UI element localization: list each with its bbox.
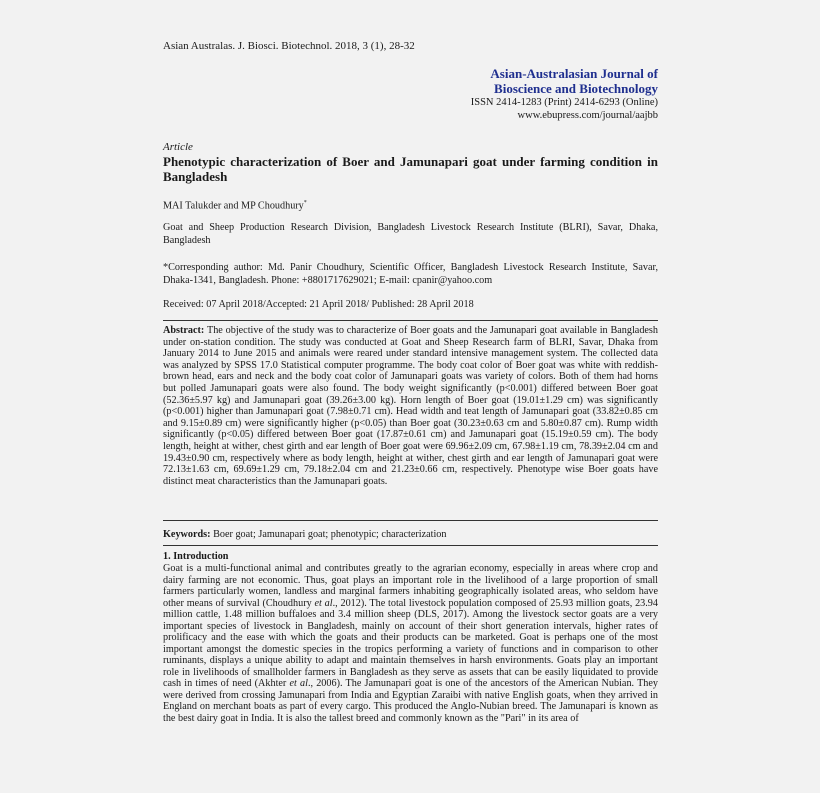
publication-dates: Received: 07 April 2018/Accepted: 21 April 2018/ Published: 28 April 2018 — [163, 299, 474, 310]
corresponding-author-mark: * — [303, 200, 307, 206]
introduction-text — [163, 563, 658, 724]
article-type-label: Article — [163, 141, 193, 153]
keywords — [163, 529, 658, 542]
intro-part-1: Goat is a multi-functional animal and contributes greatly to the agrarian economy, especially in areas where crop and dairy farming are not economic. Thus, goat plays an important role in the livelihood of a large proportion of small farmers particularly women, landless and marginal farmers inhabiting geographically isolated areas, who seldom have other means of survival (Choudhury — [163, 563, 658, 609]
abstract-bottom-rule — [163, 520, 658, 521]
paper-title: Phenotypic characterization of Boer and Jamunapari goat under farming condition in Bangladesh — [163, 154, 658, 184]
journal-citation: Asian Australas. J. Biosci. Biotechnol. 2018, 3 (1), 28-32 — [163, 40, 415, 52]
journal-website[interactable]: www.ebupress.com/journal/aajbb — [517, 110, 658, 121]
keywords-bottom-rule — [163, 545, 658, 546]
keywords-text: Boer goat; Jamunapari goat; phenotypic; characterization — [213, 529, 447, 540]
intro-etal-2: et al — [289, 678, 308, 689]
abstract-text: The objective of the study was to characterize of Boer goats and the Jamunapari goat available in Bangladesh under on-station condition. The study was conducted at Goat and Sheep Research farm of BLRI, Savar, Dhaka from January 2014 to June 2015 and animals were reared under standard intensive management system. The collected data was analyzed by SPSS 17.0 Statistical computer programme. The body coat color of Boer goat was white with reddish-brown head, ears and neck and the body coat color of Jamunapari goats was variety of colors. Both of them had horns but polled Jamunapari goats were also found. The body weight significantly (p<0.001) differed between Boer goat (52.36±5.97 kg) and Jamunapari goat (39.26±3.00 kg). Horn length of Boer goat (19.01±1.29 cm) was significantly (p<0.001) higher than Jamunapari goat (7.98±0.71 cm). Head width and teat length of Jamunapari goat (33.82±0.85 cm and 9.15±0.89 cm) were significantly higher (p<0.05) than Boer goat (30.23±0.63 cm and 5.80±0.87 cm). Rump width significantly (p<0.05) differed between Boer goat (17.87±0.61 cm) and Jamunapari goat (15.19±0.59 cm). The body length, height at wither, chest girth and ear length of Boer goat were 69.96±2.09 cm, 67.98±1.19 cm, 78.39±2.04 cm and 19.43±0.90 cm, respectively where as body length, height at wither, chest girth and ear length of Jamunapari goat were 72.13±1.63 cm, 69.69±1.29 cm, 79.18±2.04 cm and 21.23±0.66 cm, respectively. Phenotype wise Boer goats have distinct meat characteristics than the Jamunapari goats. — [163, 325, 658, 487]
abstract-label: Abstract: — [163, 325, 205, 336]
author-names: MAI Talukder and MP Choudhury — [163, 200, 304, 212]
abstract — [163, 325, 658, 487]
abstract-top-rule — [163, 320, 658, 321]
corresponding-author-info: *Corresponding author: Md. Panir Choudhury, Scientific Officer, Bangladesh Livestock Research Institute, Savar, Dhaka-1341, Bangladesh. Phone: +8801717629021; E-mail: cpanir@yahoo.com — [163, 262, 658, 286]
author-affiliation: Goat and Sheep Production Research Division, Bangladesh Livestock Research Institute (BLRI), Savar, Dhaka, Bangladesh — [163, 222, 658, 246]
author-list — [163, 197, 658, 213]
journal-name-line2: Bioscience and Biotechnology — [494, 81, 658, 96]
journal-name-line1: Asian-Australasian Journal of — [490, 66, 658, 81]
journal-info-block — [471, 66, 658, 122]
journal-issn: ISSN 2414-1283 (Print) 2414-6293 (Online) — [470, 97, 658, 108]
intro-part-2: ., 2012). The total livestock population composed of 25.93 million goats, 23.94 million cattle, 1.48 million buffaloes and 3.4 million sheep (DLS, 2017). Among the livestock sector goats are a very important species of livestock in Bangladesh, mainly on account of their short generation intervals, higher rates of prolificacy and the ease with which the goats and their products can be marketed. Goat is perhaps one of the most important amongst the domestic species in the tropics performing a variety of functions and in comparison to other ruminants, displays a unique ability to adapt and maintain themselves in harsh environments. Goats play an important role in livelihoods of smallholder farmers in Bangladesh as they serve as assets that can be easily liquidated to provide cash in times of need (Akhter — [163, 597, 658, 689]
intro-part-3: ., 2006). The Jamunapari goat is one of the ancestors of the American Nubian. They were derived from crossing Jamunapari from India and Egyptian Zaraibi with native English goats, when they arrived in England on merchant boats as part of every cargo. This produced the Anglo-Nubian breed. The Jamunapari is known as the best dairy goat in India. It is also the tallest breed and commonly known as the "Pari" in its area of — [163, 678, 659, 724]
keywords-label: Keywords: — [163, 529, 211, 540]
intro-etal-1: et al — [314, 597, 333, 609]
introduction-heading: 1. Introduction — [163, 551, 229, 562]
